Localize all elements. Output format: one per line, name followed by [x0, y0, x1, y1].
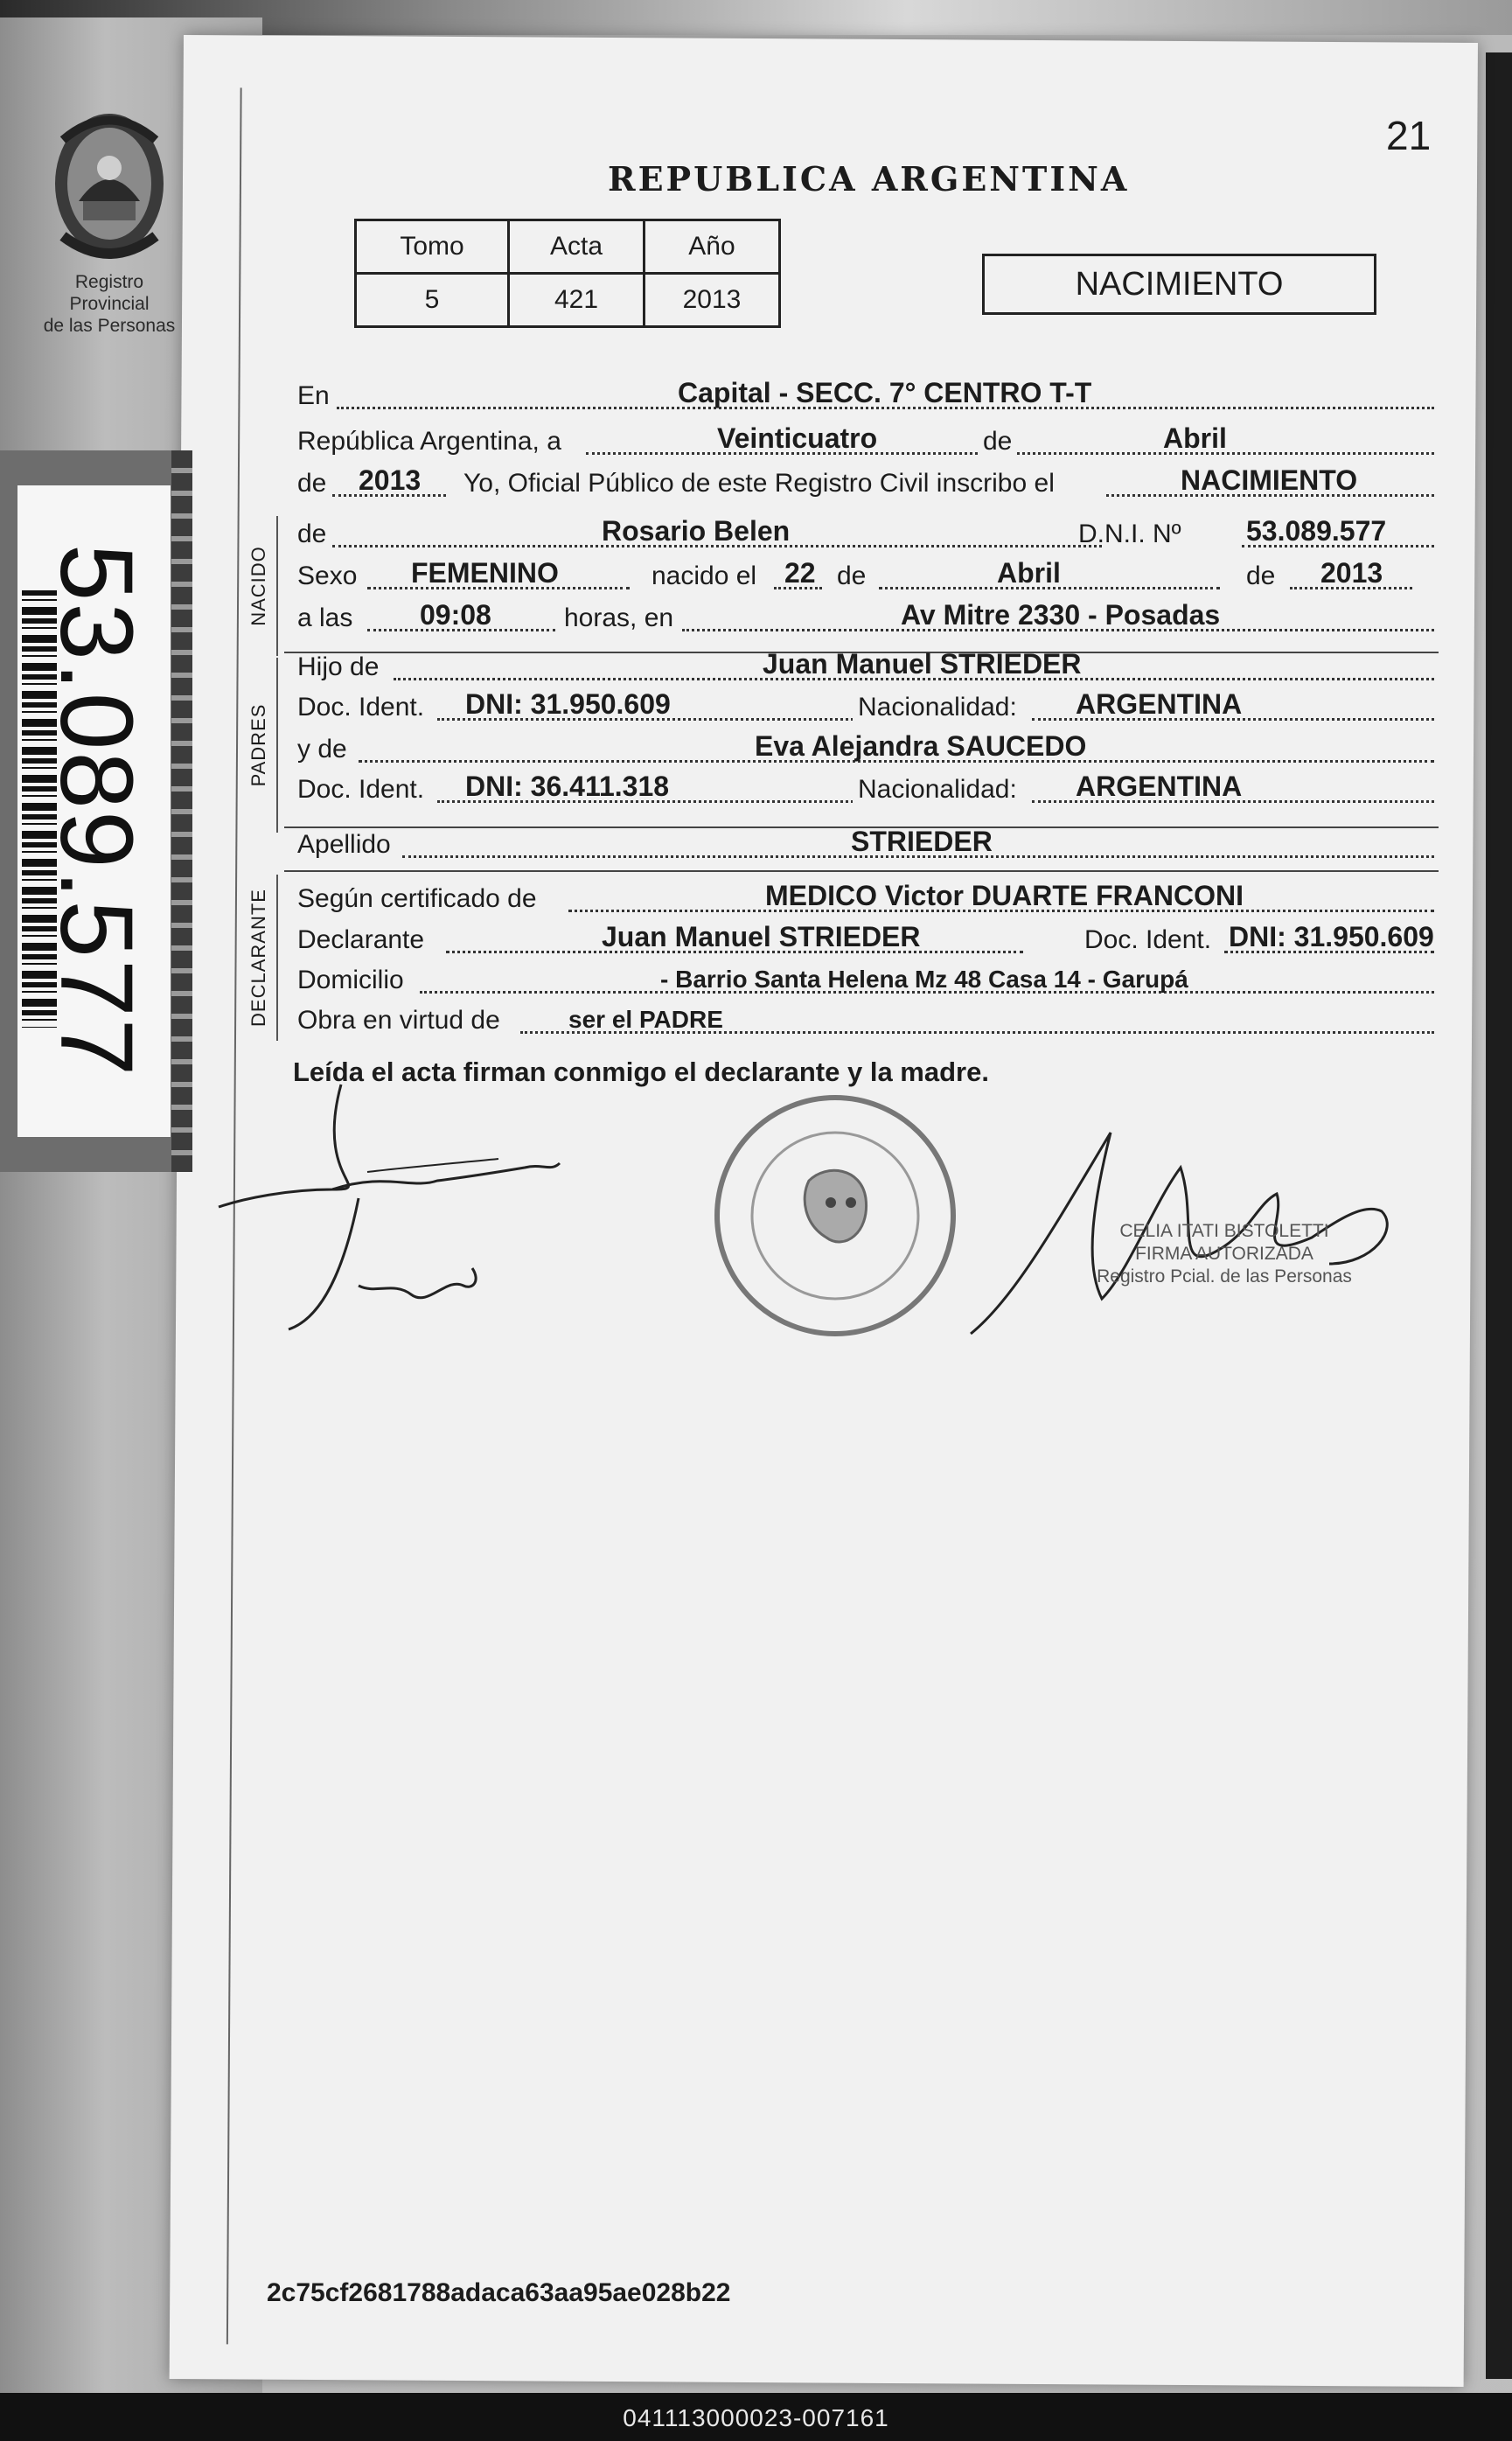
row-domicilio — [297, 960, 1434, 999]
obra-value: ser el PADRE — [568, 1006, 723, 1033]
declarante-section-label: DECLARANTE — [247, 889, 269, 1027]
doc-ident-label: Doc. Ident. — [1084, 925, 1212, 954]
obra-label: Obra en virtud de — [297, 1006, 500, 1035]
sticker-dni-number: 53.089.577 — [38, 543, 154, 1078]
provincial-seal-icon — [44, 105, 175, 271]
row-madre-doc — [297, 770, 1434, 808]
nacionalidad-label: Nacionalidad: — [853, 693, 1022, 722]
de-label: de — [297, 469, 327, 498]
domicilio-value: - Barrio Santa Helena Mz 48 Casa 14 - Garupá — [660, 966, 1188, 993]
child-dni: 53.089.577 — [1246, 515, 1387, 547]
sexo-value: FEMENINO — [411, 557, 559, 589]
horas-label: horas, en — [564, 603, 674, 632]
birth-place: Av Mitre 2330 - Posadas — [901, 599, 1221, 631]
table-cell: 5 — [356, 274, 509, 327]
section-nacido — [243, 516, 282, 656]
father-nationality: ARGENTINA — [1076, 688, 1243, 720]
domicilio-label: Domicilio — [297, 966, 404, 994]
republica-label: República Argentina, a — [297, 427, 561, 456]
table-header: Tomo — [356, 220, 509, 274]
table-cell: 421 — [509, 274, 645, 327]
father-name: Juan Manuel STRIEDER — [763, 648, 1082, 680]
document-type-box: NACIMIENTO — [982, 254, 1376, 315]
closing-statement: Leída el acta firman conmigo el declarante y la madre. — [293, 1057, 989, 1087]
en-label: En — [297, 381, 330, 410]
row-sexo — [297, 556, 1434, 595]
registry-table — [354, 219, 781, 328]
en-value: Capital - SECC. 7° CENTRO T-T — [678, 377, 1092, 408]
official-stamp-text: CELIA ITATI BISTOLETTI FIRMA AUTORIZADA Registro Pcial. de las Personas — [1097, 1221, 1352, 1287]
document-hash: 2c75cf2681788adaca63aa95ae028b22 — [267, 2278, 731, 2307]
sexo-label: Sexo — [297, 561, 358, 590]
scan-right-edge — [1486, 52, 1512, 2379]
registry-logo — [35, 105, 184, 337]
section-padres — [243, 658, 282, 833]
birth-year: 2013 — [1320, 557, 1383, 589]
year-value: 2013 — [359, 464, 422, 496]
declarante-doc: DNI: 31.950.609 — [1229, 921, 1434, 952]
mother-doc: DNI: 36.411.318 — [465, 771, 670, 802]
certificado-value: MEDICO Victor DUARTE FRANCONI — [765, 880, 1244, 911]
row-apellido — [297, 825, 1434, 863]
declarante-label: Declarante — [297, 925, 425, 954]
birth-month: Abril — [997, 557, 1061, 589]
mother-name: Eva Alejandra SAUCEDO — [755, 730, 1087, 762]
row-oficial — [297, 464, 1434, 502]
table-header: Año — [645, 220, 780, 274]
padres-section-label: PADRES — [247, 703, 269, 787]
page-number: 21 — [1386, 113, 1432, 158]
nacido-section-label: NACIDO — [247, 546, 269, 626]
birth-day: 22 — [784, 557, 816, 589]
table-header: Acta — [509, 220, 645, 274]
de-label: de — [837, 561, 867, 590]
nacido-el-label: nacido el — [651, 561, 757, 590]
oficial-text: Yo, Oficial Público de este Registro Civil inscribo el — [463, 469, 1055, 498]
declarante-value: Juan Manuel STRIEDER — [602, 921, 921, 952]
mother-nationality: ARGENTINA — [1076, 771, 1243, 802]
month-value: Abril — [1163, 422, 1227, 454]
row-declarante — [297, 920, 1434, 959]
act-value: NACIMIENTO — [1181, 464, 1358, 496]
child-name: Rosario Belen — [602, 515, 791, 547]
row-madre — [297, 729, 1434, 768]
official-stamp — [686, 1085, 984, 1347]
registry-name-line2: de las Personas — [43, 316, 176, 336]
de-label: de — [1246, 561, 1276, 590]
day-value: Veinticuatro — [717, 422, 878, 454]
sticker-pattern — [171, 450, 192, 1172]
nacionalidad-label: Nacionalidad: — [853, 775, 1022, 805]
father-doc: DNI: 31.950.609 — [465, 688, 671, 720]
doc-ident-label: Doc. Ident. — [297, 693, 425, 722]
document-title: REPUBLICA ARGENTINA — [608, 159, 1130, 199]
table-cell: 2013 — [645, 274, 780, 327]
hijo-de-label: Hijo de — [297, 652, 380, 681]
dni-label: D.N.I. Nº — [1078, 520, 1181, 548]
dni-sticker — [0, 450, 192, 1172]
y-de-label: y de — [297, 735, 347, 764]
apellido-value: STRIEDER — [851, 826, 993, 857]
row-padre — [297, 647, 1434, 686]
footer-code: 041113000023-007161 — [623, 2404, 889, 2431]
apellido-label: Apellido — [297, 830, 391, 859]
de-label: de — [979, 427, 1015, 457]
de-label: de — [297, 520, 327, 548]
registry-name-line1: Registro Provincial — [69, 272, 150, 314]
doc-ident-label: Doc. Ident. — [297, 775, 425, 804]
section-declarante — [243, 875, 282, 1041]
row-hora — [297, 598, 1434, 637]
row-padre-doc — [297, 687, 1434, 726]
certificado-label: Según certificado de — [297, 884, 537, 913]
row-en — [297, 376, 1434, 415]
row-certificado — [297, 879, 1434, 917]
birth-time: 09:08 — [420, 599, 491, 631]
row-republica — [297, 422, 1434, 460]
row-nacido-name — [297, 514, 1434, 553]
a-las-label: a las — [297, 603, 353, 632]
declarant-signatures — [210, 1076, 603, 1356]
row-obra — [297, 1001, 1434, 1039]
